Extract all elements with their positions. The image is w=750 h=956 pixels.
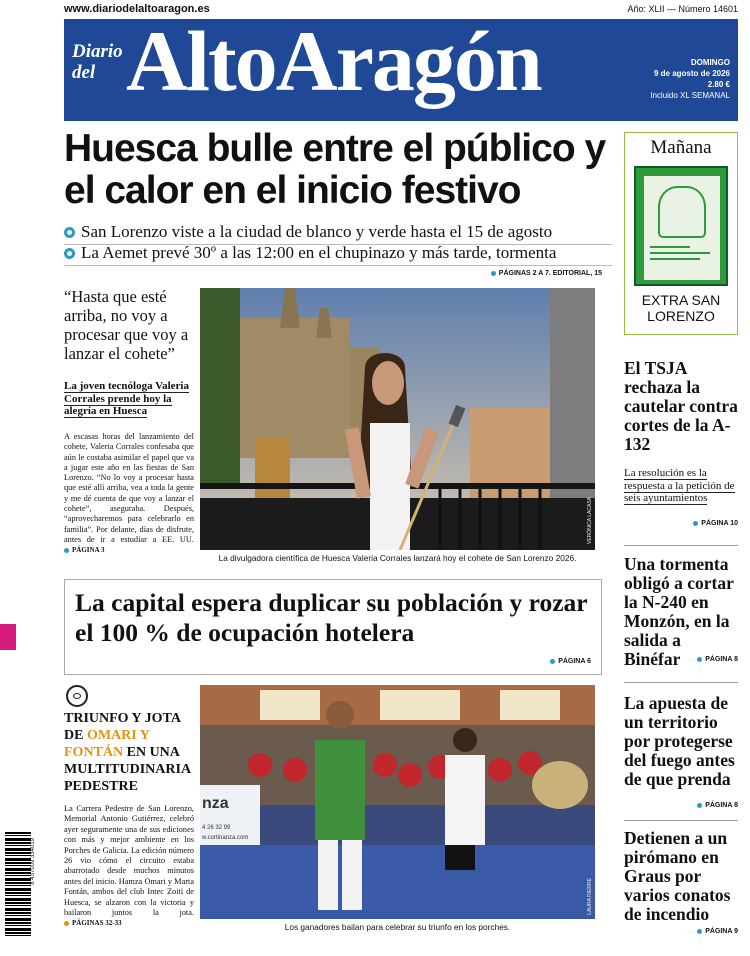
page-dot-icon xyxy=(64,921,69,926)
race-headline-names: OMARI Y FONTÁN xyxy=(64,728,150,760)
cohete-photo[interactable] xyxy=(200,288,595,550)
sidebar-page-text: PÁGINA 8 xyxy=(705,656,738,663)
page-dot-icon xyxy=(697,657,702,662)
supplement-cover-page xyxy=(644,176,720,280)
quote-body xyxy=(64,432,194,556)
lead-bullet-text: La Aemet prevé 30º a las 12:00 en el chupinazo y más tarde, tormenta xyxy=(81,243,557,262)
sidebar-page-ref xyxy=(697,802,738,809)
capital-story-box[interactable] xyxy=(64,579,602,675)
sidebar-page-text: PÁGINA 8 xyxy=(705,802,738,809)
lead-headline[interactable]: Huesca bulle entre el público y el calor en el inicio festivo xyxy=(64,127,606,212)
race-headline-part1: TRIUNFO Y JOTA DE xyxy=(64,711,181,743)
edition-price: 2.80 € xyxy=(707,80,730,89)
capital-page-ref xyxy=(550,658,591,665)
quote-subhead xyxy=(64,380,194,418)
photo-credit: VERÓNICA LACASA xyxy=(587,497,593,544)
sidebar-page-ref xyxy=(693,520,738,527)
page-dot-icon xyxy=(64,548,69,553)
supplement-promo[interactable] xyxy=(624,132,738,335)
page-dot-icon xyxy=(693,521,698,526)
race-banner-phone: 4 26 32 99 xyxy=(202,825,231,831)
page-dot-icon xyxy=(697,929,702,934)
sidebar-headline[interactable]: Una tormenta obligó a cortar la N-240 en Monzón, en la salida a Binéfar xyxy=(624,554,734,669)
sidebar-page-text: PÁGINA 10 xyxy=(701,520,738,527)
photo-credit: LAURA RIERRE xyxy=(587,878,593,915)
barcode xyxy=(5,832,31,938)
capital-page-text: PÁGINA 6 xyxy=(558,658,591,665)
cover-line xyxy=(650,252,710,254)
masthead-prefix-line2: del xyxy=(72,62,96,83)
issue-number: Año: XLII — Número 14601 xyxy=(627,4,738,14)
race-photo-caption: Los ganadores bailan para celebrar su triunfo en los porches. xyxy=(284,922,511,932)
edge-tab xyxy=(0,624,16,650)
lead-bullet xyxy=(64,222,612,245)
quote-subhead-text: La joven tecnóloga Valeria Corrales prende hoy la alegría en Huesca xyxy=(64,380,189,417)
sidebar-page-ref xyxy=(697,928,738,935)
race-body xyxy=(64,804,194,929)
race-photo-image xyxy=(200,685,595,919)
masthead-prefix xyxy=(72,41,123,83)
cohete-photo-image xyxy=(200,288,595,550)
bullet-circle-icon xyxy=(64,227,75,238)
sidebar-subhead-text: La resolución es la respuesta a la petición de seis ayuntamientos xyxy=(624,467,735,504)
lead-page-ref xyxy=(491,270,602,277)
page-dot-icon xyxy=(550,659,555,664)
edition-supplement: Incluido XL SEMANAL xyxy=(650,91,730,100)
race-headline-part2: EN UNA MULTITUDINARIA PEDESTRE xyxy=(64,745,191,794)
sidebar-page-text: PÁGINA 9 xyxy=(705,928,738,935)
race-banner-url: w.cortinanza.com xyxy=(202,835,249,841)
site-url[interactable]: www.diariodelaltoaragon.es xyxy=(64,3,210,15)
sidebar-divider xyxy=(624,820,738,821)
page-dot-icon xyxy=(697,803,702,808)
masthead-info xyxy=(650,57,730,101)
masthead-prefix-line1: Diario xyxy=(72,41,123,62)
race-photo[interactable] xyxy=(200,685,595,919)
lead-page-text: PÁGINAS 2 A 7. EDITORIAL, 15 xyxy=(498,270,602,277)
barcode-number: 8 437009 334019 xyxy=(30,838,36,885)
cover-line xyxy=(650,246,690,248)
edition-date: 9 de agosto de 2026 xyxy=(653,69,730,78)
sidebar-headline[interactable]: Detienen a un pirómano en Graus por varios conatos de incendio xyxy=(624,828,731,924)
quote-body-text: A escasas horas del lanzamiento del cohete, Valeria Corrales confesaba que aún le costaba asimilar el papel que va a jugar este año en las fiestas de San Lorenzo. “No lo voy a procesar hasta que esté allí arriba, vea a toda la gente y me dé cuenta de que voy a lanzar el cohete”, aseguraba. Después, “aprovecharemos para celebrarlo en familia”. Por delante, días de disfrute, antes de ir a estudiar a EE. UU. xyxy=(64,432,194,544)
lead-bullet-text: San Lorenzo viste a la ciudad de blanco y verde hasta el 15 de agosto xyxy=(81,222,553,241)
sidebar-headline[interactable]: La apuesta de un territorio por protegerse del fuego antes de que prenda xyxy=(624,693,735,789)
race-body-text: La Carrera Pedestre de San Lorenzo, Memorial Antonio Gutiérrez, celebró ayer seguramente una de sus ediciones con más y mejor ambiente en los Porches de Galicia. La edición número 26 vio cómo el circuito estaba abarrotado desde muchos minutos antes del inicio. Hamza Omari y Marta Fontán, ambos del club Intec Zoiti de Huesca, se alzaron con la victoria y bailaron juntos la jota. xyxy=(64,804,194,918)
bullet-circle-icon xyxy=(64,248,75,259)
sidebar-page-ref xyxy=(697,656,738,663)
lead-bullet xyxy=(64,243,612,266)
page-dot-icon xyxy=(491,271,496,276)
race-page-ref xyxy=(64,919,122,927)
capital-headline[interactable]: La capital espera duplicar su población y rozar el 100 % de ocupación hotelera xyxy=(75,588,588,647)
cover-illustration xyxy=(658,186,706,238)
supplement-subtitle: EXTRA SAN LORENZO xyxy=(641,292,721,324)
quote-page-ref xyxy=(64,546,104,554)
quote-headline[interactable]: “Hasta que esté arriba, no voy a procesar que voy a lanzar el cohete” xyxy=(64,287,189,363)
quote-page-text: PÁGINA 3 xyxy=(72,546,105,555)
race-page-text: PÁGINAS 32-33 xyxy=(72,919,122,928)
sidebar-divider xyxy=(624,545,738,546)
race-headline[interactable] xyxy=(64,710,194,795)
sidebar-divider xyxy=(624,682,738,683)
sports-icon xyxy=(66,685,88,707)
edition-day: DOMINGO xyxy=(690,58,730,67)
supplement-cover xyxy=(634,166,728,286)
masthead xyxy=(64,13,738,121)
sidebar-subhead xyxy=(624,467,740,505)
supplement-title: Mañana xyxy=(650,137,712,158)
cover-line xyxy=(650,258,700,260)
masthead-title: AltoAragón xyxy=(126,13,541,109)
race-banner-text: nza xyxy=(202,795,229,812)
sidebar-headline[interactable]: El TSJA rechaza la cautelar contra cortes de la A-132 xyxy=(624,358,738,454)
cohete-photo-caption: La divulgadora científica de Huesca Valeria Corrales lanzará hoy el cohete de San Lorenzo 2026. xyxy=(218,553,577,563)
